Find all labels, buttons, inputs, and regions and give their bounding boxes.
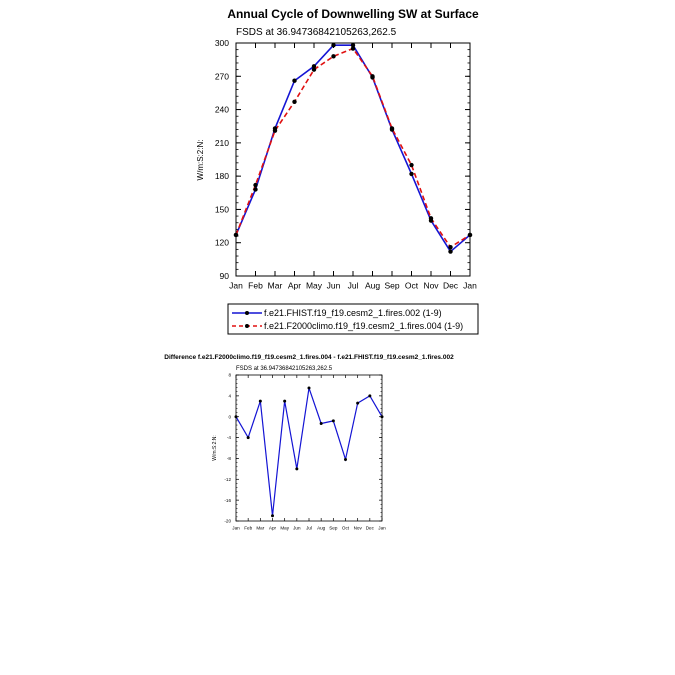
data-point-series-2 xyxy=(370,74,374,78)
y-tick-label: -8 xyxy=(226,456,231,462)
x-tick-label: Jul xyxy=(347,280,359,291)
x-tick-label: Aug xyxy=(317,525,326,531)
y-tick-label: 270 xyxy=(214,71,229,82)
data-point-series-2 xyxy=(273,128,277,132)
legend-marker-series-2 xyxy=(245,324,249,328)
data-point-series-1 xyxy=(259,400,262,403)
data-point-series-1 xyxy=(283,400,286,403)
diff-plot-frame xyxy=(236,375,382,521)
data-point-series-2 xyxy=(429,216,433,220)
data-point-series-1 xyxy=(308,387,311,390)
data-point-series-2 xyxy=(409,163,413,167)
data-point-series-2 xyxy=(448,245,452,249)
y-tick-label: 90 xyxy=(219,270,229,281)
x-tick-label: Nov xyxy=(423,280,439,291)
x-tick-label: Sep xyxy=(329,525,338,531)
data-point-series-1 xyxy=(271,514,274,517)
legend-marker-series-1 xyxy=(245,311,249,315)
data-point-series-1 xyxy=(332,419,335,422)
annual-cycle-chart xyxy=(196,7,479,334)
legend-label-series-2: f.e21.F2000climo.f19_f19.cesm2_1.fires.004 (1-9) xyxy=(264,321,464,331)
data-point-series-1 xyxy=(253,187,257,191)
x-tick-label: Feb xyxy=(248,280,263,291)
x-tick-label: Jan xyxy=(463,280,477,291)
x-tick-label: May xyxy=(280,525,290,531)
x-tick-label: May xyxy=(305,280,323,291)
data-point-series-1 xyxy=(295,467,298,470)
x-tick-label: Sep xyxy=(384,280,400,291)
plot-frame xyxy=(236,43,470,276)
y-tick-label: -20 xyxy=(224,518,231,524)
y-tick-label: 240 xyxy=(214,104,229,115)
y-tick-label: -16 xyxy=(224,497,231,503)
x-tick-label: Oct xyxy=(404,280,419,291)
data-point-series-1 xyxy=(448,249,452,253)
x-tick-label: Jul xyxy=(306,525,312,531)
y-tick-label: 300 xyxy=(214,37,229,48)
y-tick-label: 210 xyxy=(214,137,229,148)
data-point-series-1 xyxy=(235,415,238,418)
data-point-series-1 xyxy=(381,415,384,418)
data-point-series-2 xyxy=(312,67,316,71)
data-point-series-1 xyxy=(320,422,323,425)
diff-x-ticks xyxy=(232,375,386,531)
diff-chart-title: Difference f.e21.F2000climo.f19_f19.cesm2_1.fires.004 - f.e21.FHIST.f19_f19.cesm2_1.fires.002 xyxy=(164,354,454,361)
diff-y-axis-label: W/m:S:2:N: xyxy=(212,435,218,461)
x-tick-label: Dec xyxy=(442,280,459,291)
data-point-series-2 xyxy=(351,46,355,50)
y-tick-label: -12 xyxy=(224,476,231,482)
x-tick-label: Feb xyxy=(244,525,253,531)
diff-series-group xyxy=(235,387,384,518)
chart-title: Annual Cycle of Downwelling SW at Surface xyxy=(227,7,479,21)
x-tick-label: Apr xyxy=(268,525,277,531)
y-tick-label: 0 xyxy=(228,414,231,420)
x-tick-label: Mar xyxy=(256,525,265,531)
data-point-series-2 xyxy=(331,54,335,58)
x-tick-label: Aug xyxy=(364,280,381,291)
x-tick-label: Jan xyxy=(232,525,240,531)
x-tick-label: Dec xyxy=(365,525,374,531)
y-axis-label: W/m:S:2:N: xyxy=(196,139,205,181)
legend xyxy=(228,304,478,334)
data-point-series-1 xyxy=(247,436,250,439)
x-tick-label: Jan xyxy=(229,280,243,291)
data-point-series-1 xyxy=(344,458,347,461)
x-tick-label: Oct xyxy=(341,525,350,531)
series-line-2 xyxy=(236,49,470,248)
y-tick-label: 180 xyxy=(214,171,229,182)
y-ticks xyxy=(215,38,470,281)
x-tick-label: Jan xyxy=(378,525,386,531)
legend-label-series-1: f.e21.FHIST.f19_f19.cesm2_1.fires.002 (1-9) xyxy=(264,308,442,318)
x-tick-label: Mar xyxy=(267,280,283,291)
y-tick-label: 150 xyxy=(214,204,229,215)
x-tick-label: Apr xyxy=(287,280,302,291)
diff-y-ticks xyxy=(224,373,382,524)
y-tick-label: 120 xyxy=(214,237,229,248)
data-point-series-2 xyxy=(390,126,394,130)
y-tick-label: 4 xyxy=(228,393,231,399)
y-tick-label: -4 xyxy=(226,435,231,441)
series-group xyxy=(234,43,472,254)
data-point-series-1 xyxy=(292,79,296,83)
data-point-series-2 xyxy=(253,183,257,187)
x-tick-label: Jun xyxy=(326,280,341,291)
data-point-series-1 xyxy=(331,43,335,47)
diff-chart-subtitle: FSDS at 36.94736842105263,262.5 xyxy=(236,366,333,372)
x-tick-label: Jun xyxy=(293,525,301,531)
y-tick-label: 8 xyxy=(228,372,231,378)
data-point-series-2 xyxy=(292,100,296,104)
series-line-1 xyxy=(236,388,382,516)
data-point-series-2 xyxy=(234,233,238,237)
data-point-series-1 xyxy=(368,394,371,397)
data-point-series-1 xyxy=(356,402,359,405)
x-ticks xyxy=(229,43,477,291)
series-line-1 xyxy=(236,45,470,251)
chart-subtitle: FSDS at 36.94736842105263,262.5 xyxy=(236,27,397,38)
data-point-series-1 xyxy=(409,172,413,176)
difference-chart xyxy=(164,354,454,531)
x-tick-label: Nov xyxy=(353,525,362,531)
data-point-series-2 xyxy=(468,233,472,237)
